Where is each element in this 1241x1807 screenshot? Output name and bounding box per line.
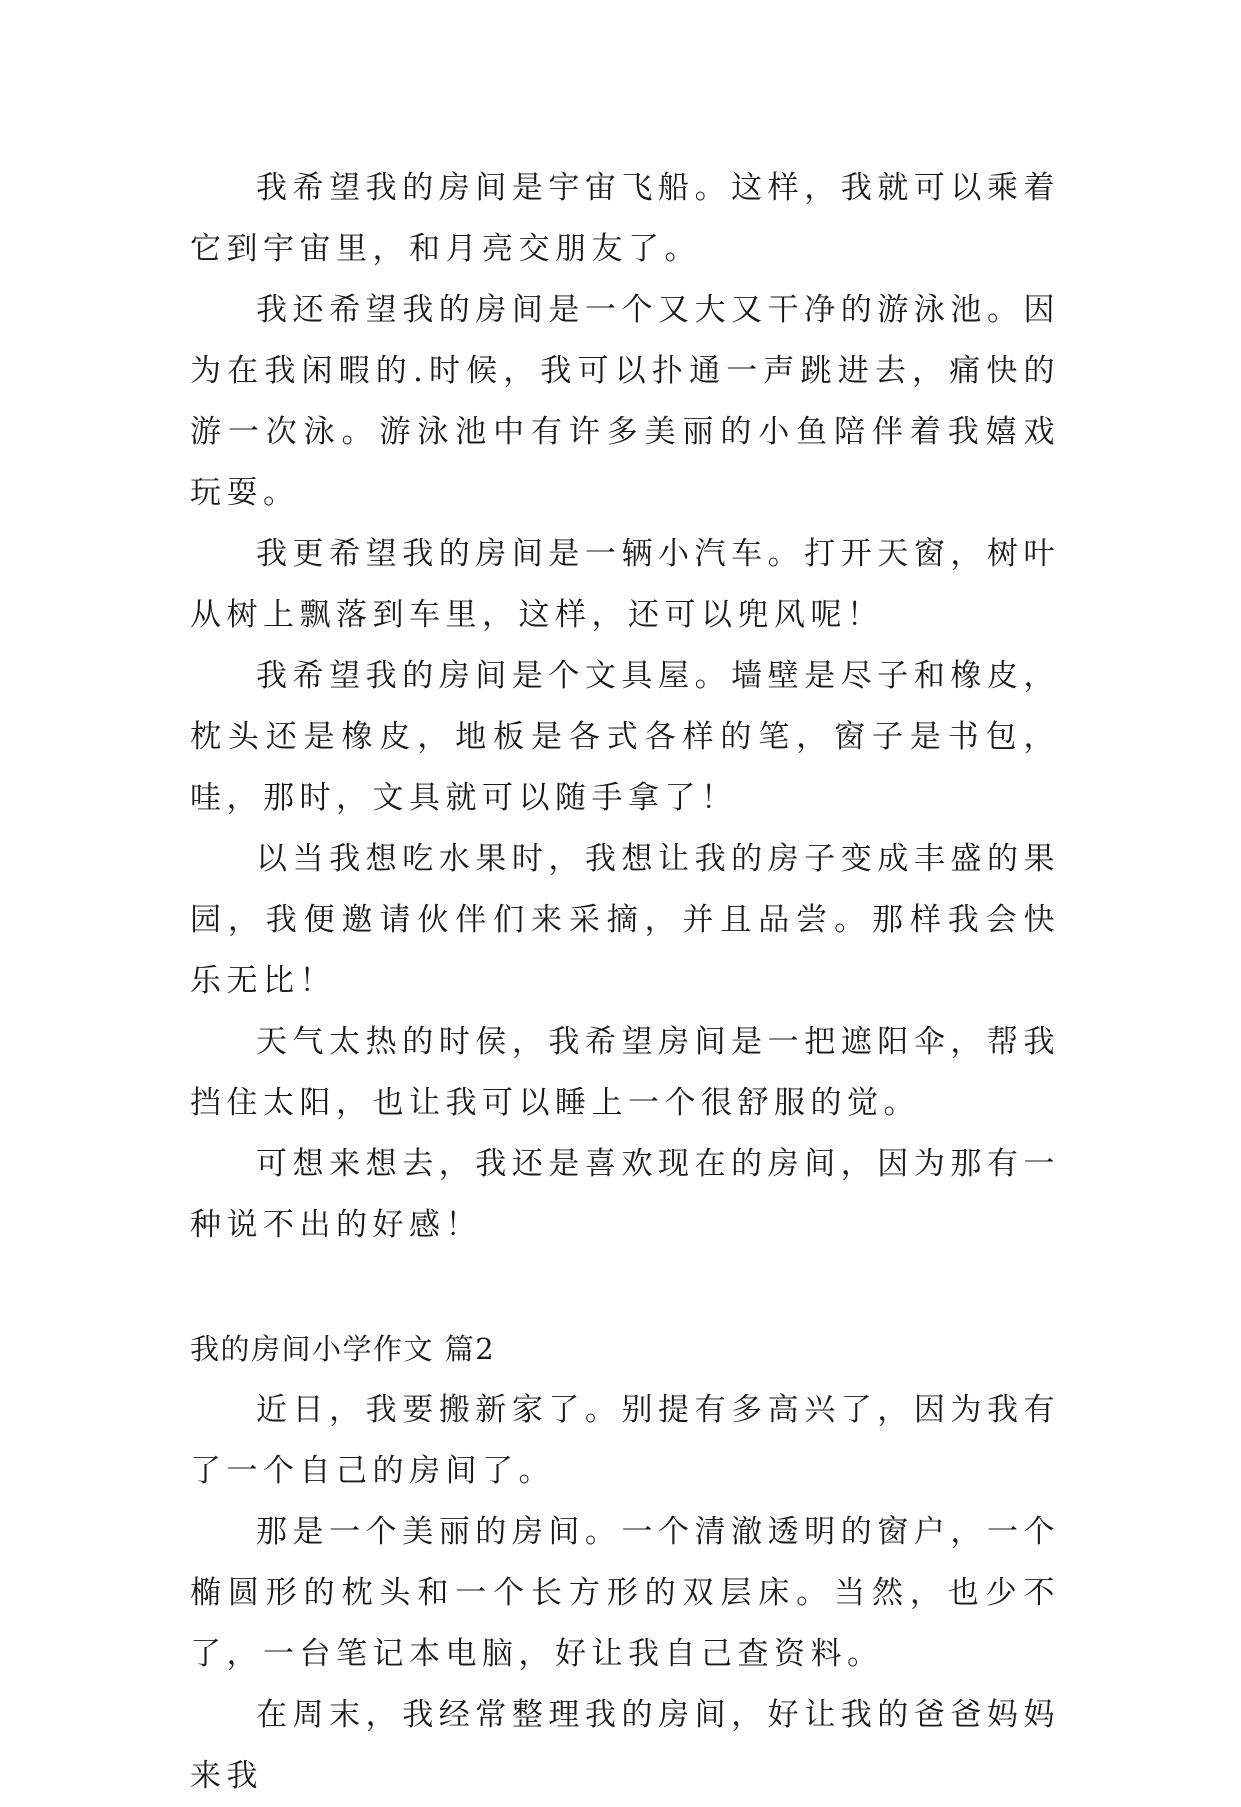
paragraph: 近日，我要搬新家了。别提有多高兴了，因为我有了一个自己的房间了。 <box>190 1392 1060 1489</box>
paragraph: 可想来想去，我还是喜欢现在的房间，因为那有一种说不出的好感！ <box>190 1146 1060 1243</box>
paragraph: 天气太热的时侯，我希望房间是一把遮阳伞，帮我挡住太阳，也让我可以睡上一个很舒服的觉。 <box>190 1024 1060 1121</box>
paragraph: 我希望我的房间是宇宙飞船。这样，我就可以乘着它到宇宙里，和月亮交朋友了。 <box>190 170 1060 267</box>
paragraph: 我更希望我的房间是一辆小汽车。打开天窗，树叶从树上飘落到车里，这样，还可以兜风呢！ <box>190 536 1060 633</box>
paragraph: 以当我想吃水果时，我想让我的房子变成丰盛的果园，我便邀请伙伴们来采摘，并且品尝。那样我会快乐无比！ <box>190 841 1060 999</box>
paragraph: 在周末，我经常整理我的房间，好让我的爸爸妈妈来我 <box>190 1697 1060 1794</box>
section-heading: 我的房间小学作文 篇2 <box>190 1332 496 1366</box>
paragraph: 那是一个美丽的房间。一个清澈透明的窗户，一个椭圆形的枕头和一个长方形的双层床。当然，也少不了，一台笔记本电脑，好让我自己查资料。 <box>190 1514 1060 1672</box>
paragraph: 我希望我的房间是个文具屋。墙壁是尽子和橡皮，枕头还是橡皮，地板是各式各样的笔，窗子是书包，哇，那时，文具就可以随手拿了！ <box>190 658 1060 816</box>
document-body <box>190 158 1060 1807</box>
paragraph: 我还希望我的房间是一个又大又干净的游泳池。因为在我闲暇的.时候，我可以扑通一声跳进去，痛快的游一次泳。游泳池中有许多美丽的小鱼陪伴着我嬉戏玩耍。 <box>190 292 1060 511</box>
